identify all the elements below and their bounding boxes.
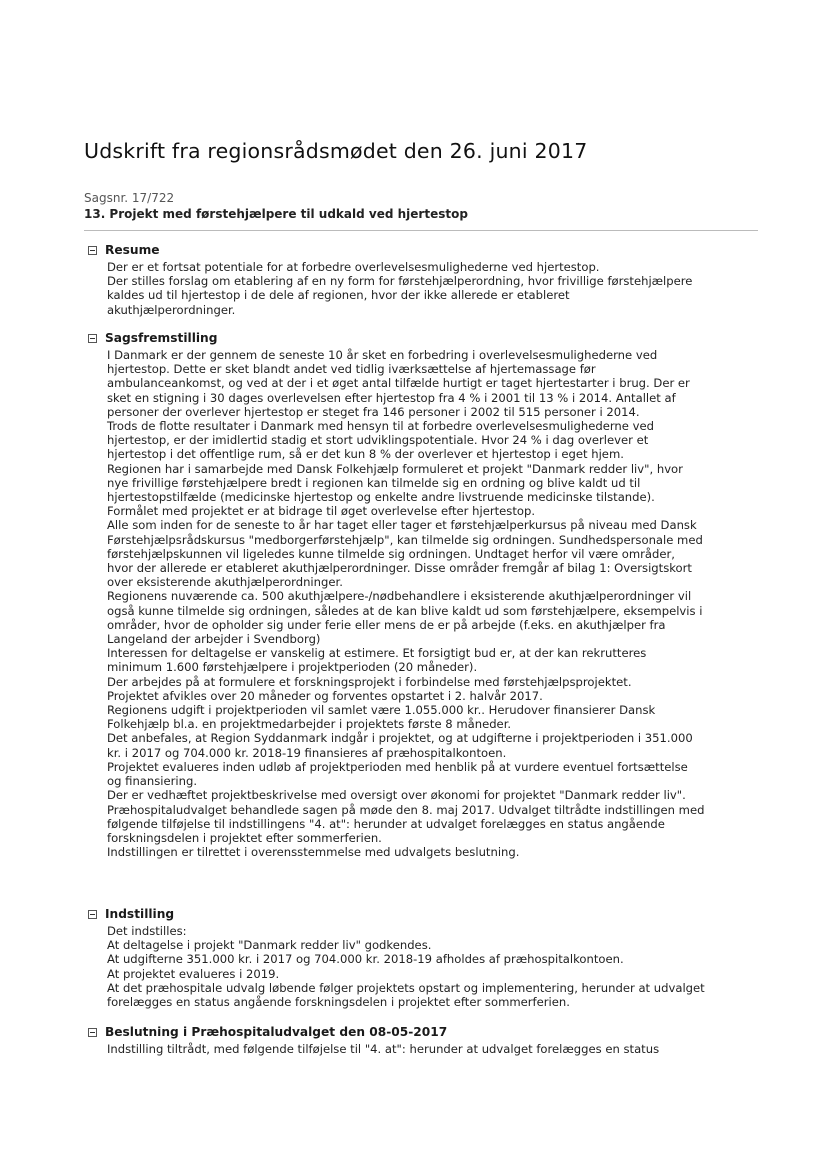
text-line: Der er vedhæftet projektbeskrivelse med oversigt over økonomi for projektet "Danmark redder liv". — [107, 788, 686, 803]
text-line: Projektet evalueres inden udløb af projektperioden med henblik på at vurdere eventuel fortsættelse — [107, 759, 688, 774]
text-line: forskningsdelen i projektet efter sommerferien. — [107, 830, 382, 845]
text-line: Folkehjælp bl.a. en projektmedarbejder i projektets første 8 måneder. — [107, 717, 512, 732]
section-header[interactable] — [88, 906, 768, 922]
text-line: Der arbejdes på at formulere et forskningsprojekt i forbindelse med førstehjælpsprojektet. — [107, 674, 632, 689]
text-line: følgende tilføjelse til indstillingens "4. at": herunder at udvalget forelægges en status angående — [107, 816, 665, 831]
text-line: Projektet afvikles over 20 måneder og forventes opstartet i 2. halvår 2017. — [107, 688, 543, 703]
text-line: akuthjælperordninger. — [107, 302, 236, 317]
section-resume — [88, 242, 768, 317]
text-line: kr. i 2017 og 704.000 kr. 2018-19 finansieres af præhospitalkontoen. — [107, 745, 507, 760]
case-number: Sagsnr. 17/722 — [84, 191, 175, 205]
text-line: Indstillingen er tilrettet i overensstemmelse med udvalgets beslutning. — [107, 845, 520, 860]
section-header[interactable] — [88, 242, 768, 258]
text-line: Præhospitaludvalget behandlede sagen på møde den 8. maj 2017. Udvalget tiltrådte indstillingen med — [107, 802, 705, 817]
text-line: hjertestop i det offentlige rum, så er det kun 8 % der overlever et hjertestop i eget hjem. — [107, 447, 624, 462]
text-line: Regionen har i samarbejde med Dansk Folkehjælp formuleret et projekt "Danmark redder liv", hvor — [107, 461, 683, 476]
section-body — [107, 1042, 768, 1056]
text-line: hvor der allerede er etableret akuthjælperordninger. Disse områder fremgår af bilag 1: Oversigtskort — [107, 561, 692, 576]
text-line: At det præhospitale udvalg løbende følger projektets opstart og implementering, herunder at udvalget — [107, 980, 705, 995]
text-line: Det anbefales, at Region Syddanmark indgår i projektet, og at udgifterne i projektperioden i 351.000 — [107, 731, 693, 746]
text-line: forelægges en status angående forskningsdelen i projektet efter sommerferien. — [107, 995, 570, 1010]
text-line: Regionens udgift i projektperioden vil samlet være 1.055.000 kr.. Herudover finansierer Dansk — [107, 703, 656, 718]
text-line: førstehjælpskunnen vil ligeledes kunne tilmelde sig ordningen. Undtaget herfor vil være områder, — [107, 546, 675, 561]
section-header[interactable] — [88, 1024, 768, 1040]
section-title: Resume — [105, 243, 160, 257]
text-line: Formålet med projektet er at bidrage til øget overlevelse efter hjertestop. — [107, 504, 536, 519]
text-line: hjertestop, er der imidlertid stadig et stort udviklingspotentiale. Hvor 24 % i dag overlever et — [107, 433, 649, 448]
section-title: Beslutning i Præhospitaludvalget den 08-05-2017 — [105, 1025, 448, 1039]
collapse-icon[interactable] — [88, 1028, 97, 1037]
text-line: hjertestop. Dette er sket blandt andet ved tidlig iværksættelse af hjertemassage før — [107, 362, 596, 377]
section-body — [107, 260, 768, 317]
text-line: Langeland der arbejder i Svendborg) — [107, 632, 321, 647]
text-line: Trods de flotte resultater i Danmark med hensyn til at forbedre overlevelsesmulighederne ved — [107, 419, 654, 434]
section-decision — [88, 1024, 768, 1056]
text-line: og finansiering. — [107, 774, 198, 789]
text-line: Der er et fortsat potentiale for at forbedre overlevelsesmulighederne ved hjertestop. — [107, 260, 600, 274]
section-body — [107, 924, 768, 1009]
text-line: områder, hvor de opholder sig under ferie eller mens de er på arbejde (f.eks. en akuthjælper fra — [107, 617, 666, 632]
section-recommendation — [88, 906, 768, 1009]
text-line: Der stilles forslag om etablering af en ny form for førstehjælperordning, hvor frivillige førstehjælpere — [107, 274, 693, 289]
text-line: Førstehjælpsrådskursus "medborgerførstehjælp", kan tilmelde sig ordningen. Sundhedspersonale med — [107, 532, 703, 547]
text-line: Alle som inden for de seneste to år har taget eller tager et førstehjælperkursus på niveau med Dansk — [107, 518, 697, 533]
text-line: Interessen for deltagelse er vanskelig at estimere. Et forsigtigt bud er, at der kan rekrutteres — [107, 646, 647, 661]
text-line: hjertestopstilfælde (medicinske hjertestop og enkelte andre livstruende medicinske tilstande). — [107, 490, 655, 505]
section-case-presentation — [88, 330, 768, 859]
text-line: kaldes ud til hjertestop i de dele af regionen, hvor der ikke allerede er etableret — [107, 288, 570, 303]
section-title: Indstilling — [105, 907, 175, 921]
collapse-icon[interactable] — [88, 334, 97, 343]
text-line: over eksisterende akuthjælperordninger. — [107, 575, 343, 590]
text-line: At deltagelse i projekt "Danmark redder liv" godkendes. — [107, 938, 432, 953]
header-divider — [84, 230, 758, 231]
collapse-icon[interactable] — [88, 246, 97, 255]
text-line: Det indstilles: — [107, 924, 187, 938]
text-line: personer der overlever hjertestop er steget fra 146 personer i 2002 til 515 personer i 2014. — [107, 404, 640, 419]
document-title: Udskrift fra regionsrådsmødet den 26. juni 2017 — [84, 139, 588, 163]
text-line: sket en stigning i 30 dages overlevelsen efter hjertestop fra 4 % i 2001 til 13 % i 2014. Antallet af — [107, 390, 676, 405]
text-line: I Danmark er der gennem de seneste 10 år sket en forbedring i overlevelsesmulighederne ved — [107, 348, 658, 362]
text-line: Regionens nuværende ca. 500 akuthjælpere-/nødbehandlere i eksisterende akuthjælperordninger vil — [107, 589, 692, 604]
text-line: minimum 1.600 førstehjælpere i projektperioden (20 måneder). — [107, 660, 478, 675]
text-line: nye frivillige førstehjælpere bredt i regionen kan tilmelde sig en ordning og blive kaldt ud til — [107, 475, 641, 490]
section-body — [107, 348, 768, 859]
text-line: At udgifterne 351.000 kr. i 2017 og 704.000 kr. 2018-19 afholdes af præhospitalkontoen. — [107, 952, 624, 967]
section-header[interactable] — [88, 330, 768, 346]
text-line: Indstilling tiltrådt, med følgende tilføjelse til "4. at": herunder at udvalget forelægges en status — [107, 1042, 660, 1056]
text-line: ambulanceankomst, og ved at der i et øget antal tilfælde hurtigt er taget hjertestarter i brug. Der er — [107, 376, 690, 391]
section-title: Sagsfremstilling — [105, 331, 218, 345]
collapse-icon[interactable] — [88, 910, 97, 919]
agenda-item-title: 13. Projekt med førstehjælpere til udkald ved hjertestop — [84, 207, 468, 221]
text-line: At projektet evalueres i 2019. — [107, 966, 280, 981]
text-line: også kunne tilmelde sig ordningen, således at de kan blive kaldt ud som førstehjælpere, eksempelvis i — [107, 603, 703, 618]
